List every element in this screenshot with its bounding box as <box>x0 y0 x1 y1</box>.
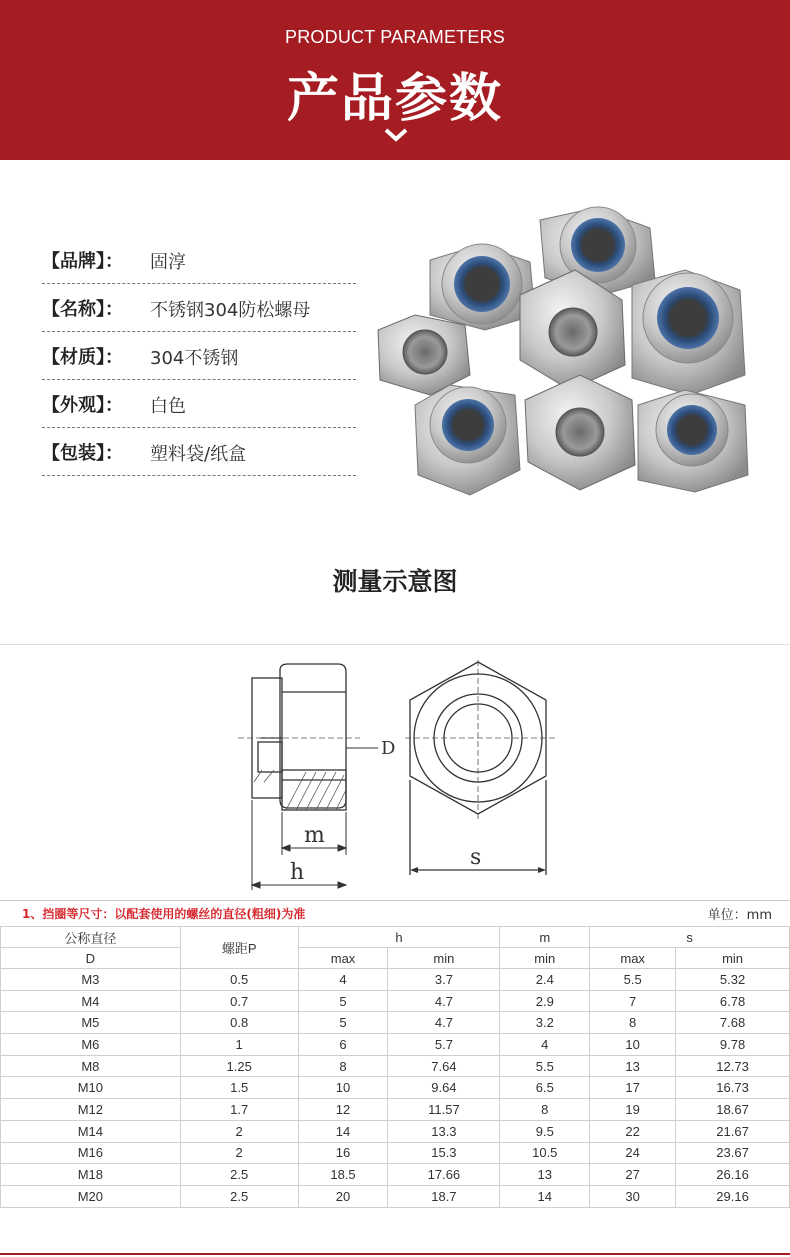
table-cell: 14 <box>500 1185 590 1207</box>
table-cell: 6.5 <box>500 1077 590 1099</box>
nylon-nut-2 <box>430 244 535 330</box>
header-banner <box>0 0 790 160</box>
table-cell: 15.3 <box>388 1142 500 1164</box>
table-cell: 30 <box>590 1185 676 1207</box>
table-cell: 8 <box>500 1099 590 1121</box>
table-cell: 10 <box>590 1034 676 1056</box>
spec-brand: 【品牌】： 固淳 <box>42 236 356 284</box>
header-m-min: min <box>500 948 590 969</box>
header-s-min: min <box>676 948 790 969</box>
table-cell: 5.5 <box>500 1055 590 1077</box>
table-cell: 8 <box>298 1055 388 1077</box>
table-cell: 8 <box>590 1012 676 1034</box>
table-cell: 2 <box>180 1120 298 1142</box>
spec-name: 【名称】： 不锈钢304防松螺母 <box>42 284 356 332</box>
header-subtitle: PRODUCT PARAMETERS <box>285 27 505 47</box>
table-cell: 24 <box>590 1142 676 1164</box>
table-cell: 2.4 <box>500 969 590 991</box>
table-cell: 13.3 <box>388 1120 500 1142</box>
hex-nut-bottom <box>525 375 635 490</box>
table-cell: 5 <box>298 990 388 1012</box>
table-cell: 2.5 <box>180 1164 298 1186</box>
table-cell: 14 <box>298 1120 388 1142</box>
table-cell: M16 <box>1 1142 181 1164</box>
table-cell: 4.7 <box>388 1012 500 1034</box>
table-cell: M4 <box>1 990 181 1012</box>
header-h-min: min <box>388 948 500 969</box>
table-cell: 19 <box>590 1099 676 1121</box>
nylon-nut-5 <box>638 390 748 492</box>
header-s-max: max <box>590 948 676 969</box>
table-cell: 26.16 <box>676 1164 790 1186</box>
label-s: s <box>470 845 482 870</box>
nylon-nut-4 <box>415 385 520 495</box>
header-s: s <box>590 927 790 948</box>
table-cell: 7.64 <box>388 1055 500 1077</box>
table-cell: 5.5 <box>590 969 676 991</box>
table-unit: 单位：mm <box>707 908 772 923</box>
bottom-divider <box>0 1253 790 1255</box>
table-cell: 11.57 <box>388 1099 500 1121</box>
table-cell: 18.7 <box>388 1185 500 1207</box>
table-cell: 10 <box>298 1077 388 1099</box>
table-cell: 2.5 <box>180 1185 298 1207</box>
table-cell: 1.7 <box>180 1099 298 1121</box>
table-cell: 5 <box>298 1012 388 1034</box>
table-cell: M5 <box>1 1012 181 1034</box>
table-row <box>1 1120 790 1142</box>
table-cell: 18.67 <box>676 1099 790 1121</box>
chevron-down-icon <box>384 128 408 142</box>
table-cell: 3.2 <box>500 1012 590 1034</box>
spec-material: 【材质】： 304不锈钢 <box>42 332 356 380</box>
table-cell: M12 <box>1 1099 181 1121</box>
table-cell: 7 <box>590 990 676 1012</box>
table-cell: M18 <box>1 1164 181 1186</box>
dimension-table <box>0 926 790 1208</box>
table-row <box>1 1142 790 1164</box>
table-cell: 3.7 <box>388 969 500 991</box>
table-cell: 22 <box>590 1120 676 1142</box>
table-cell: M10 <box>1 1077 181 1099</box>
table-cell: 9.5 <box>500 1120 590 1142</box>
table-row <box>1 1099 790 1121</box>
table-cell: 16.73 <box>676 1077 790 1099</box>
table-row <box>1 1164 790 1186</box>
table-cell: M20 <box>1 1185 181 1207</box>
table-cell: M6 <box>1 1034 181 1056</box>
table-cell: 5.7 <box>388 1034 500 1056</box>
table-note-row <box>0 900 790 926</box>
label-h: h <box>290 860 305 885</box>
header-h-max: max <box>298 948 388 969</box>
nylon-nut-3 <box>632 270 745 395</box>
table-cell: 13 <box>590 1055 676 1077</box>
header-h: h <box>298 927 500 948</box>
header-m: m <box>500 927 590 948</box>
table-cell: 29.16 <box>676 1185 790 1207</box>
measure-title: 测量示意图 <box>332 567 458 596</box>
header-D: D <box>1 948 181 969</box>
table-row <box>1 990 790 1012</box>
hex-nut-left <box>378 315 470 395</box>
table-cell: M14 <box>1 1120 181 1142</box>
table-cell: 7.68 <box>676 1012 790 1034</box>
table-row <box>1 1185 790 1207</box>
table-cell: 23.67 <box>676 1142 790 1164</box>
table-cell: 1 <box>180 1034 298 1056</box>
table-cell: 0.7 <box>180 990 298 1012</box>
table-row <box>1 1055 790 1077</box>
table-cell: 12.73 <box>676 1055 790 1077</box>
label-m: m <box>304 823 325 848</box>
table-cell: 6.78 <box>676 990 790 1012</box>
header-title: 产品参数 <box>286 69 503 129</box>
table-cell: 4 <box>500 1034 590 1056</box>
table-cell: 16 <box>298 1142 388 1164</box>
table-cell: 1.25 <box>180 1055 298 1077</box>
table-cell: 1.5 <box>180 1077 298 1099</box>
table-cell: 9.64 <box>388 1077 500 1099</box>
table-subheader-row <box>1 948 790 969</box>
table-cell: 18.5 <box>298 1164 388 1186</box>
table-header-row <box>1 927 790 948</box>
table-cell: 17.66 <box>388 1164 500 1186</box>
table-cell: 27 <box>590 1164 676 1186</box>
table-cell: 2 <box>180 1142 298 1164</box>
table-cell: 21.67 <box>676 1120 790 1142</box>
header-nominal-diameter: 公称直径 <box>1 927 181 948</box>
table-cell: 17 <box>590 1077 676 1099</box>
measurement-diagram <box>230 650 570 900</box>
table-row <box>1 969 790 991</box>
table-cell: 5.32 <box>676 969 790 991</box>
table-cell: 10.5 <box>500 1142 590 1164</box>
table-cell: 0.5 <box>180 969 298 991</box>
table-cell: 13 <box>500 1164 590 1186</box>
table-cell: 20 <box>298 1185 388 1207</box>
nut-product-image <box>370 200 770 500</box>
table-row <box>1 1077 790 1099</box>
table-note: 1、挡圈等尺寸：以配套使用的螺丝的直径(粗细)为准 <box>22 907 306 921</box>
spec-packaging: 【包装】： 塑料袋/纸盒 <box>42 428 356 476</box>
table-cell: 4.7 <box>388 990 500 1012</box>
label-D: D <box>381 738 396 759</box>
table-cell: 0.8 <box>180 1012 298 1034</box>
table-cell: M8 <box>1 1055 181 1077</box>
header-pitch: 螺距P <box>180 927 298 969</box>
table-row <box>1 1034 790 1056</box>
table-body <box>1 969 790 1208</box>
table-cell: 2.9 <box>500 990 590 1012</box>
table-cell: 4 <box>298 969 388 991</box>
spec-appearance: 【外观】： 白色 <box>42 380 356 428</box>
table-cell: 9.78 <box>676 1034 790 1056</box>
table-cell: 12 <box>298 1099 388 1121</box>
table-cell: 6 <box>298 1034 388 1056</box>
table-cell: M3 <box>1 969 181 991</box>
table-row <box>1 1012 790 1034</box>
